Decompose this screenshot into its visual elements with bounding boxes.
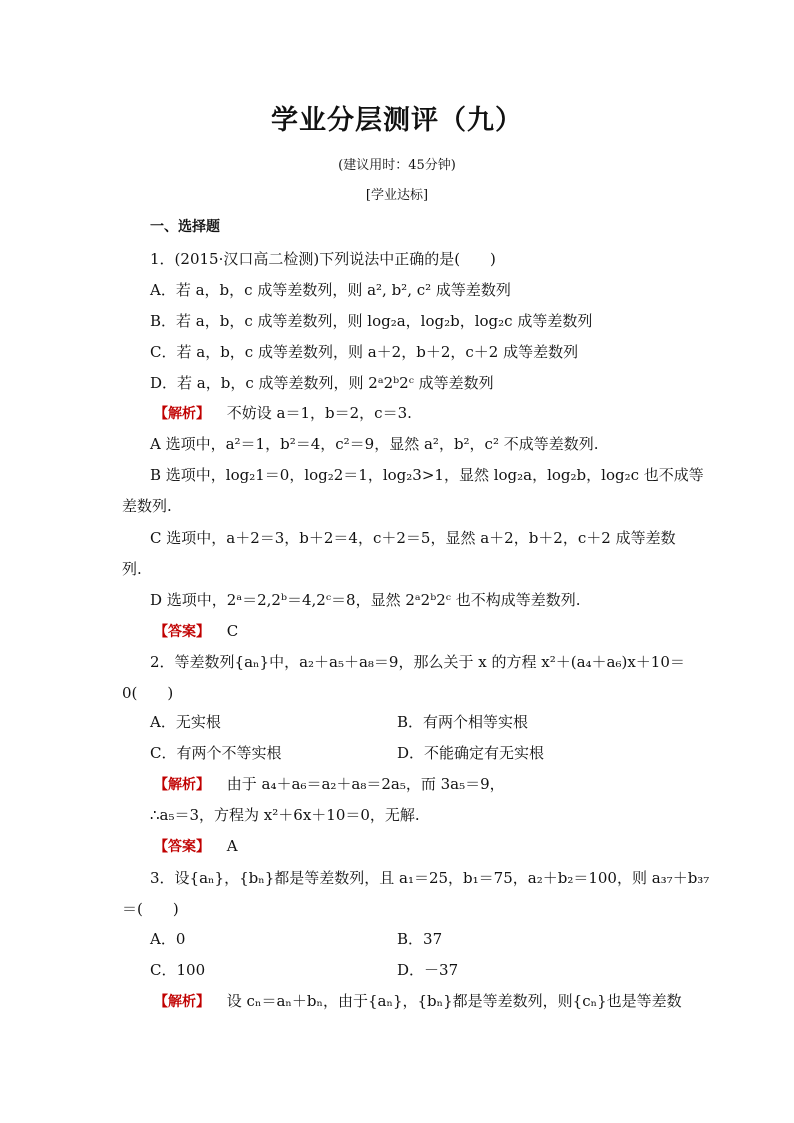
q2-option-a: A．无实根: [150, 713, 221, 731]
q2-analysis-text: 由于 a₄＋a₆＝a₂＋a₈＝2a₅，而 3a₅＝9，: [226, 775, 505, 793]
q1-option-b: B．若 a，b，c 成等差数列，则 log₂a，log₂b，log₂c 成等差数列: [150, 312, 593, 330]
section-heading: 一、选择题: [150, 219, 220, 235]
q2-option-c: C．有两个不等实根: [150, 744, 282, 762]
q3-option-a: A．0: [150, 930, 186, 948]
q2-option-b: B．有两个相等实根: [397, 713, 529, 731]
q3-stem-line2: ＝( ): [122, 900, 179, 918]
q3-option-d: D．－37: [397, 961, 459, 979]
q1-stem: 1．(2015·汉口高二检测)下列说法中正确的是( ): [150, 250, 496, 268]
q2-analysis-row: [154, 774, 505, 795]
q1-option-a: A．若 a，b，c 成等差数列，则 a², b², c² 成等差数列: [150, 281, 511, 299]
q1-line-c1: C 选项中，a＋2＝3，b＋2＝4，c＋2＝5，显然 a＋2，b＋2，c＋2 成等差数: [150, 529, 676, 547]
answer-tag: 【答案】: [154, 839, 210, 855]
q3-option-c: C．100: [150, 961, 206, 979]
answer-tag: 【答案】: [154, 624, 210, 640]
q1-line-b1: B 选项中，log₂1＝0，log₂2＝1，log₂3>1，显然 log₂a，log₂b，log₂c 也不成等: [150, 466, 704, 484]
q1-answer-row: [154, 621, 238, 642]
q2-stem-line1: 2．等差数列{aₙ}中，a₂＋a₅＋a₈＝9，那么关于 x 的方程 x²＋(a₄＋a₆)x＋10＝: [150, 653, 685, 671]
q1-line-b2: 差数列.: [122, 497, 172, 515]
q1-option-d: D．若 a，b，c 成等差数列，则 2ᵃ2ᵇ2ᶜ 成等差数列: [150, 374, 494, 392]
analysis-tag: 【解析】: [154, 777, 210, 793]
q3-stem-line1: 3．设{aₙ}，{bₙ}都是等差数列，且 a₁＝25，b₁＝75，a₂＋b₂＝100，则 a₃₇＋b₃₇: [150, 869, 710, 887]
q1-line-c2: 列.: [122, 560, 142, 578]
q1-line-a: A 选项中，a²＝1，b²＝4，c²＝9，显然 a²，b²，c² 不成等差数列.: [150, 435, 599, 453]
q1-analysis-text: 不妨设 a＝1，b＝2，c＝3.: [226, 404, 412, 422]
q2-analysis-line2: ∴a₅＝3，方程为 x²＋6x＋10＝0，无解.: [150, 806, 420, 824]
q3-option-b: B．37: [397, 930, 443, 948]
q3-analysis-row: [154, 991, 682, 1012]
q1-answer-value: C: [226, 622, 239, 640]
analysis-tag: 【解析】: [154, 994, 210, 1010]
q1-option-c: C．若 a，b，c 成等差数列，则 a＋2，b＋2，c＋2 成等差数列: [150, 343, 579, 361]
q1-line-d: D 选项中，2ᵃ＝2,2ᵇ＝4,2ᶜ＝8，显然 2ᵃ2ᵇ2ᶜ 也不构成等差数列.: [150, 591, 581, 609]
q2-stem-line2: 0( ): [122, 684, 174, 702]
analysis-tag: 【解析】: [154, 406, 210, 422]
q1-analysis-row: [154, 403, 412, 424]
page-title: 学业分层测评（九）: [271, 105, 523, 136]
level-heading: [学业达标]: [365, 188, 429, 203]
q2-option-d: D．不能确定有无实根: [397, 744, 545, 762]
q2-answer-value: A: [226, 837, 238, 855]
q3-analysis-text: 设 cₙ＝aₙ＋bₙ，由于{aₙ}，{bₙ}都是等差数列，则{cₙ}也是等差数: [226, 992, 682, 1010]
q2-answer-row: [154, 836, 238, 857]
suggested-time: (建议用时：45分钟): [338, 158, 456, 173]
